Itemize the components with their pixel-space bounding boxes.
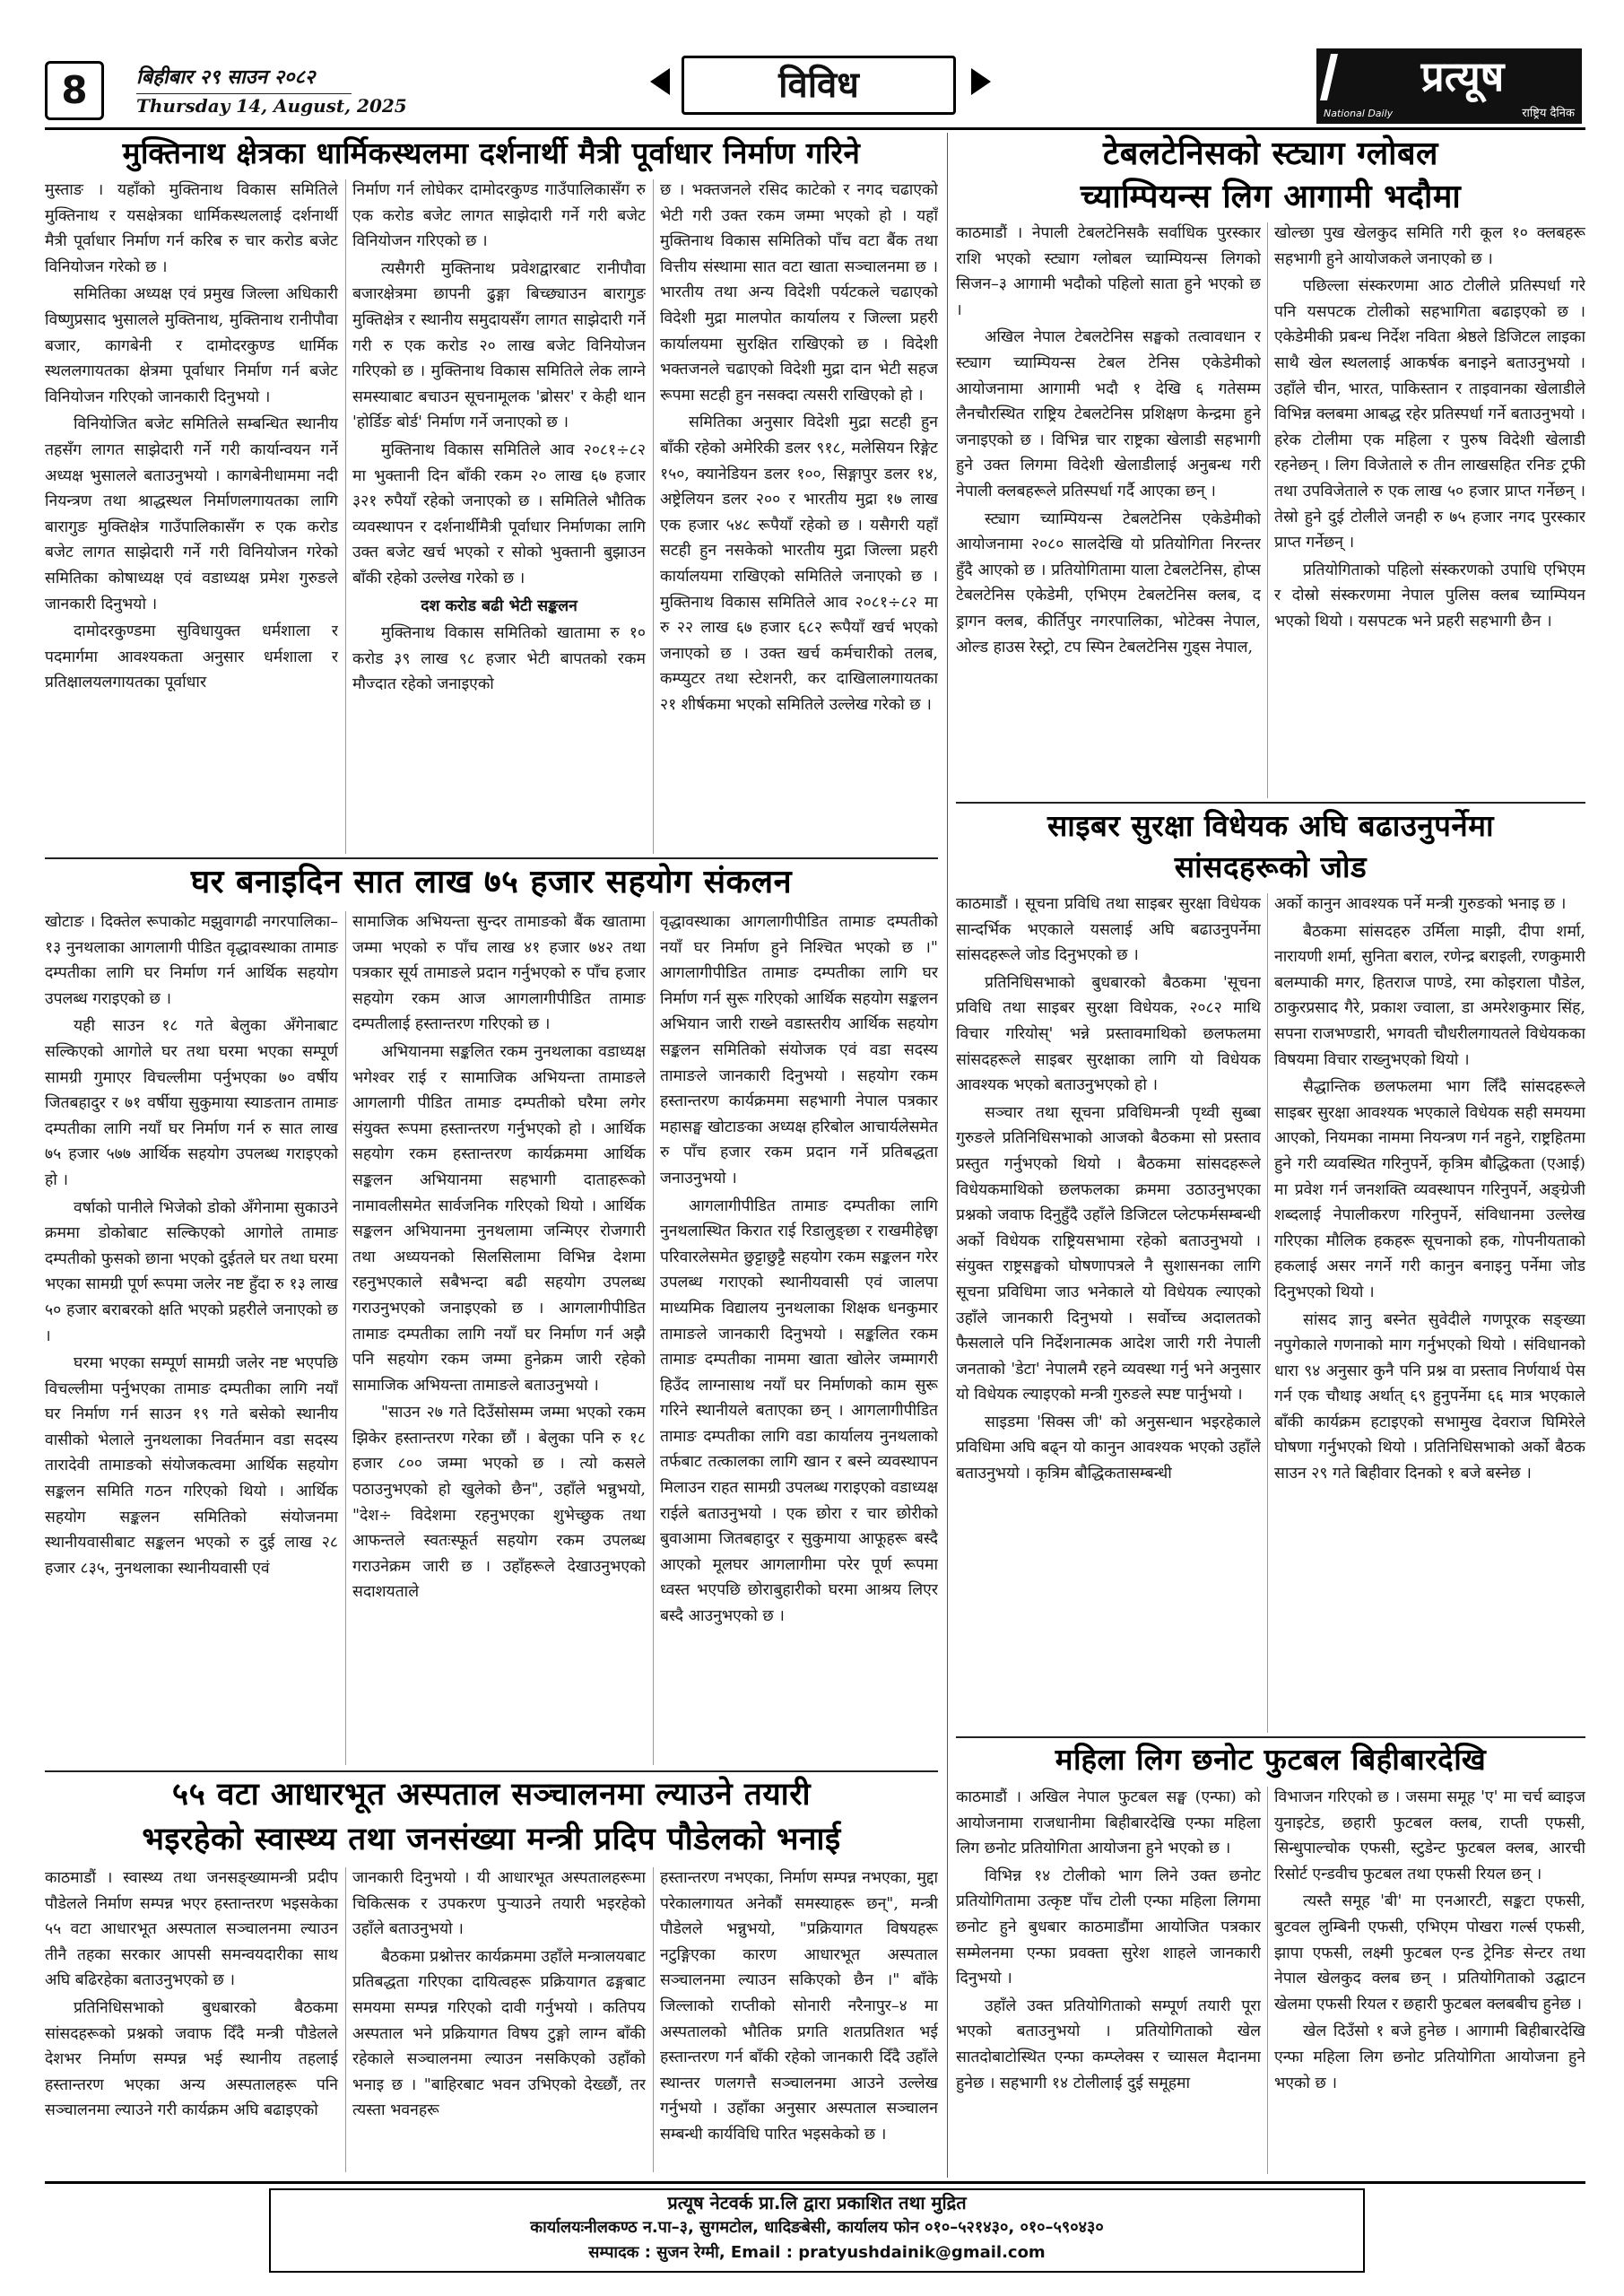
paragraph: स्ट्याग च्याम्पियन्स टेबलटेनिस एकेडेमीको आयोजनामा २०८० सालदेखि यो प्रतियोगिता निरन्तर हुँदै आएको छ । प्रतियोगितामा याला टेबलटेनिस, होप्स टेबलटेनिस एकेडेमी, एभिएम टेबलटेनिस क्लब, द ड्रागन क्लब, कीर्तिपुर नगरपालिका, भोटेक्स नेपाल, ओल्ड हाउस रेस्ट्रो, टप स्पिन टेबलटेनिस गुड्स नेपाल,: [956, 509, 1261, 657]
column-rule: [1267, 1787, 1268, 2174]
paragraph: काठमाडौं । स्वास्थ्य तथा जनसङ्ख्यामन्त्री प्रदीप पौडेलले निर्माण सम्पन्न भएर हस्तान्तरण भइसकेका ५५ वटा आधारभूत अस्पताल सञ्चालनमा ल्याउन तीनै तहका सरकार आपसी समन्वयदारीका साथ अघि बढिरहेका बताउनुभएको छ ।: [45, 1869, 338, 1990]
house-headline: घर बनाइदिन सात लाख ७५ हजार सहयोग संकलन: [190, 864, 793, 900]
column-rule: [345, 911, 346, 1765]
imprint-box: [269, 2188, 1365, 2273]
imprint-publisher: प्रत्यूष नेटवर्क प्रा.लि द्वारा प्रकाशित तथा मुद्रित: [667, 2192, 967, 2213]
paragraph: सैद्धान्तिक छलफलमा भाग लिँदै सांसदहरूले साइबर सुरक्षा आवश्यक भएकाले विधेयक सही समयमा आएको, नियमका नाममा नियन्त्रण गर्न नहुने, राष्ट्रहितमा हुने गरी व्यवस्थित गरिनुपर्ने, कृत्रिम बौद्धिकता (एआई) मा प्रवेश गर्न जनशक्ति व्यवस्थापन गरिनुपर्ने, अङ्ग्रेजी शब्दलाई नेपालीकरण गरिनुपर्ने, संविधानमा उल्लेख गरिएका मौलिक हकहरू सूचनाको हक, गोपनीयताको हकलाई असर नगर्ने गरी कानुन बनाइनु पर्नेमा जोड दिनुभएको थियो ।: [1274, 1078, 1585, 1301]
paragraph: विभाजन गरिएको छ । जसमा समूह 'ए' मा चर्च ब्वाइज युनाइटेड, छहारी फुटबल क्लब, राप्ती एफसी, सिन्धुपाल्चोक एफसी, स्टुडेन्ट फुटबल क्लब, आरची रिसोर्ट एन्डवीच फुटबल तथा एफसी रियल छन् ।: [1274, 1788, 1585, 1883]
hospital-headline-1: ५५ वटा आधारभूत अस्पताल सञ्चालनमा ल्याउने तयारी: [171, 1777, 812, 1813]
paragraph: मुक्तिनाथ विकास समितिले आव २०८१÷८२ मा भुक्तानी दिन बाँकी रकम २० लाख ६७ हजार ३२१ रुपैयाँ रहेको जनाएको छ । समितिले भौतिक व्यवस्थापन र दर्शनार्थीमैत्री पूर्वाधार निर्माणका लागि उक्त बजेट खर्च भएको र सोको भुक्तानी बुझाउन बाँकी रहेको उल्लेख गरेको छ ।: [352, 440, 646, 587]
cyber-col-2: [1274, 891, 1585, 1735]
paragraph: प्रतिनिधिसभाको बुधबारको बैठकमा सांसदहरूको प्रश्नको जवाफ दिँदै मन्त्री पौडेलले देशभर निर्माण सम्पन्न भई स्थानीय तहलाई हस्तान्तरण भएका अन्य अस्पतालहरू पनि सञ्चालनमा ल्याउने गरी कार्यक्रम अघि बढाइएको: [45, 1998, 338, 2120]
muktinath-col-2: [352, 178, 646, 855]
muktinath-col-3: [660, 178, 938, 855]
paragraph: आगलागीपीडित तामाङ दम्पतीका लागि नुनथलास्थित किरात राई रिडालुङ्छा र राखमीहेछ्वा परिवारलेसमेत छुट्टाछुट्टै सहयोग रकम सङ्कलन गरेर उपलब्ध गराएको स्थानीयवासी एवं जालपा माध्यमिक विद्यालय नुनथलाका शिक्षक धनकुमार तामाङले जानकारी दिनुभयो । सङ्कलित रकम तामाङ दम्पतीका नाममा खाता खोलेर जम्मागरी हिउँद लाग्नासाथ नयाँ घर निर्माणको काम सुरू गरिने स्थानीयले बताएका छन् । आगलागीपीडित तामाङ दम्पतीका लागि वडा कार्यालय नुनथलाको तर्फबाट तत्कालका लागि खान र बस्ने व्यवस्थापन मिलाउन राहत सामग्री उपलब्ध गराइएको वडाध्यक्ष राईले बताउनुभयो । एक छोरा र चार छोरीको बुवाआमा जितबहादुर र सुकुमाया आफूहरू बस्दै आएको मूलघर आगलागीमा परेर पूर्ण रूपमा ध्वस्त भएपछि छोराबुहारीको घरमा आश्रय लिएर बस्दै आउनुभएको छ ।: [660, 1196, 938, 1626]
paragraph: अभियानमा सङ्कलित रकम नुनथलाका वडाध्यक्ष भगेश्वर राई र सामाजिक अभियन्ता तामाङले आगलागी पीडित तामाङ दम्पतीको घरैमा लगेर संयुक्त रूपमा हस्तान्तरण गर्नुभएको हो । आर्थिक सहयोग रकम हस्तान्तरण कार्यक्रममा आर्थिक सङ्कलन अभियानमा सहभागी दाताहरूको नामावलीसमेत सार्वजनिक गरिएको थियो । आर्थिक सङ्कलन अभियानमा नुनथलामा जन्मिएर रोजगारी तथा अध्ययनको सिलसिलामा विभिन्न देशमा रहनुभएकाले सबैभन्दा बढी सहयोग उपलब्ध गराउनुभएको जनाइएको छ । आगलागीपीडित तामाङ दम्पतीका लागि नयाँ घर निर्माण गर्न अझै पनि सहयोग रकम जम्मा हुनेक्रम जारी रहेको सामाजिक अभियन्ता तामाङले बताउनुभयो ।: [352, 1042, 646, 1395]
football-col-1: [956, 1785, 1261, 2176]
paragraph: काठमाडौं । सूचना प्रविधि तथा साइबर सुरक्षा विधेयक सान्दर्भिक भएकाले यसलाई अघि बढाउनुपर्नेमा सांसदहरूले जोड दिनुभएको छ ।: [956, 895, 1261, 965]
paragraph: जानकारी दिनुभयो । यी आधारभूत अस्पतालहरूमा चिकित्सक र उपकरण पुऱ्याउने तयारी भइरहेको उहाँले बताउनुभयो ।: [352, 1869, 646, 1939]
paragraph: काठमाडौं । नेपाली टेबलटेनिसकै सर्वाधिक पुरस्कार राशि भएको स्ट्याग ग्लोबल च्याम्पियन्स लिगको सिजन–३ आगामी भदौको पहिलो साता हुने भएको छ ।: [956, 224, 1261, 319]
tabletennis-headline-1: टेबलटेनिसको स्ट्याग ग्लोबल: [1103, 135, 1438, 172]
column-rule: [1267, 222, 1268, 798]
paragraph: छ । भक्तजनले रसिद काटेको र नगद चढाएको भेटी गरी उक्त रकम जम्मा भएको हो । यहाँ मुक्तिनाथ विकास समितिको पाँच वटा बैंक तथा वित्तीय संस्थामा सात वटा खाता सञ्चालनमा छ । भारतीय तथा अन्य विदेशी पर्यटकले चढाएको विदेशी मुद्रा मालपोत कार्यालय र जिल्ला प्रहरी कार्यालयमा सुरक्षित राखिएको छ । विदेशी भक्तजनले चढाएको विदेशी मुद्रा दान भेटी सहज रूपमा सटही हुन नसक्दा त्यसरी राखिएको हो ।: [660, 181, 938, 404]
header-rule-left: [136, 93, 352, 94]
paragraph: समितिका अध्यक्ष एवं प्रमुख जिल्ला अधिकारी विष्णुप्रसाद भुसालले मुक्तिनाथ, मुक्तिनाथ रानीपौवा बजार, कागबेनी र दामोदरकुण्ड धार्मिक स्थललगायतका क्षेत्रमा पूर्वाधार निर्माण गर्न बजेट विनियोजन गरिएको जानकारी दिनुभयो ।: [45, 285, 338, 406]
paragraph: सामाजिक अभियन्ता सुन्दर तामाङको बैंक खातामा जम्मा भएको रु पाँच लाख ४१ हजार ७४२ तथा पत्रकार सूर्य तामाङले प्रदान गर्नुभएको रु पाँच हजार सहयोग रकम आज आगलागीपीडित तामाङ दम्पतीलाई हस्तान्तरण गरिएको छ ।: [352, 913, 646, 1034]
hospital-col-1: [45, 1866, 338, 2174]
paragraph: खेल दिउँसो १ बजे हुनेछ । आगामी बिहीबारदेखि एन्फा महिला लिग छनोट प्रतियोगिता आयोजना हुने भएको छ ।: [1274, 2022, 1585, 2092]
paragraph: वृद्धावस्थाका आगलागीपीडित तामाङ दम्पतीको नयाँ घर निर्माण हुने निश्चित भएको छ ।" आगलागीपीडित तामाङ दम्पतीका लागि घर निर्माण गर्न सुरू गरिएको आर्थिक सहयोग सङ्कलन अभियान जारी राख्ने वडास्तरीय आर्थिक सहयोग सङ्कलन समितिको संयोजक एवं वडा सदस्य तामाङले जानकारी दिनुभयो । सहयोग रकम हस्तान्तरण कार्यक्रममा सहभागी नेपाल पत्रकार महासङ्घ खोटाङका अध्यक्ष हरिबोल आचार्यलेसमेत रु पाँच हजार रकम प्रदान गर्ने प्रतिबद्धता जनाउनुभयो ।: [660, 913, 938, 1187]
paragraph: खोटाङ । दिक्तेल रूपाकोट मझुवागढी नगरपालिका–१३ नुनथलाका आगलागी पीडित वृद्धावस्थाका तामाङ दम्पतीका लागि घर निर्माण गर्न आर्थिक सहयोग उपलब्ध गराइएको छ ।: [45, 913, 338, 1008]
paragraph: काठमाडौं । अखिल नेपाल फुटबल सङ्घ (एन्फा) को आयोजनामा राजधानीमा बिहीबारदेखि एन्फा महिला लिग छनोट प्रतियोगिता आयोजना हुने भएको छ ।: [956, 1788, 1261, 1858]
issue-date: [136, 63, 407, 120]
column-rule: [653, 911, 654, 1765]
section-arrow-left-icon: [650, 68, 670, 95]
column-rule: [345, 1867, 346, 2172]
paragraph: विभिन्न १४ टोलीको भाग लिने उक्त छनोट प्रतियोगितामा उत्कृष्ट पाँच टोली एन्फा महिला लिगमा छनोट हुने बुधबार काठमाडौंमा आयोजित पत्रकार सम्मेलनमा एन्फा प्रवक्ता सुरेश शाहले जानकारी दिनुभयो ।: [956, 1866, 1261, 1988]
paragraph: प्रतियोगिताको पहिलो संस्करणको उपाधि एभिएम र दोस्रो संस्करणमा नेपाल पुलिस क्लब च्याम्पियन भएको थियो । यसपटक भने प्रहरी सहभागी छैन ।: [1274, 561, 1585, 631]
paragraph: त्यसैगरी मुक्तिनाथ प्रवेशद्वारबाट रानीपौवा बजारक्षेत्रमा छापनी ढुङ्गा बिच्छ्याउन बारागुङ मुक्तिक्षेत्र र स्थानीय समुदायसँग लागत साझेदारी गर्ने गरी रु एक करोड २० लाख बजेट विनियोजन गरिएको छ । मुक्तिनाथ विकास समितिले लेक लाग्ने समस्याबाट बचाउन सूचनामूलक 'ब्रोसर' र केही थान 'होर्डिङ बोर्ड' निर्माण गर्ने जनाएको छ ।: [352, 259, 646, 432]
section-arrow-right-icon: [971, 68, 991, 95]
paragraph: दामोदरकुण्डमा सुविधायुक्त धर्मशाला र पदमार्गमा आवश्यकता अनुसार धर्मशाला र प्रतिक्षालयलगायतका पूर्वाधार: [45, 622, 338, 692]
tabletennis-col-1: [956, 221, 1261, 800]
paragraph: विनियोजित बजेट समितिले सम्बन्धित स्थानीय तहसँग लागत साझेदारी गर्ने गरी कार्यान्वयन गर्ने अध्यक्ष भुसालले बताउनुभयो । कागबेनीधाममा नदी नियन्त्रण तथा श्राद्धस्थल निर्माणलगायतका लागि बारागुङ मुक्तिक्षेत्र गाउँपालिकासँग रु एक करोड बजेट लागत साझेदारी गर्ने गरी विनियोजन गरेको समितिका कोषाध्यक्ष एवं वडाध्यक्ष प्रमेश गुरुङले जानकारी दिनुभयो ।: [45, 415, 338, 613]
header-divider: [45, 127, 1585, 130]
football-headline: महिला लिग छनोट फुटबल बिहीबारदेखि: [1055, 1742, 1487, 1777]
paragraph: बैठकमा प्रश्नोत्तर कार्यक्रममा उहाँले मन्त्रालयबाट प्रतिबद्धता गरिएका दायित्वहरू प्रक्रियागत ढङ्गबाट समयमा सम्पन्न गरिएको दावी गर्नुभयो । कतिपय अस्पताल भने प्रक्रियागत विषय टुङ्गो लाग्न बाँकी रहेकाले सञ्चालनमा ल्याउन नसकिएको उहाँको भनाइ छ । "बाहिरबाट भवन उभिएको देख्छौं, तर त्यस्ता भवनहरू: [352, 1947, 646, 2120]
hospital-headline-2: भइरहेको स्वास्थ्य तथा जनसंख्या मन्त्री प्रदिप पौडेलको भनाई: [142, 1822, 841, 1857]
paragraph: मुस्ताङ । यहाँको मुक्तिनाथ विकास समितिले मुक्तिनाथ र यसक्षेत्रका धार्मिकस्थललाई दर्शनार्थी मैत्री पूर्वाधार निर्माण गर्न करिब रु चार करोड बजेट विनियोजन गरेको छ ।: [45, 181, 338, 276]
paragraph: हस्तान्तरण नभएका, निर्माण सम्पन्न नभएका, मुद्दा परेकालगायत अनेकौं समस्याहरू छन्", मन्त्री पौडेलले भन्नुभयो, "प्रक्रियागत विषयहरू नटुङ्गिएका कारण आधारभूत अस्पताल सञ्चालनमा ल्याउन सकिएको छैन ।" बाँके जिल्लाको राप्तीको सोनारी नरैनापुर–४ मा अस्पतालको भौतिक प्रगति शतप्रतिशत भई हस्तान्तरण गर्न बाँकी रहेको जानकारी दिँदै उहाँले स्थान्तर णलगत्तै सञ्चालनमा आउने उल्लेख गर्नुभयो । उहाँका अनुसार अस्पताल सञ्चालन सम्बन्धी कार्यविधि पारित भइसकेको छ ।: [660, 1869, 938, 2144]
tabletennis-headline-2: च्याम्पियन्स लिग आगामी भदौमा: [1080, 178, 1462, 215]
muktinath-headline: मुक्तिनाथ क्षेत्रका धार्मिकस्थलमा दर्शनार्थी मैत्री पूर्वाधार निर्माण गरिने: [122, 135, 861, 170]
hospital-col-2: [352, 1866, 646, 2174]
paragraph: त्यस्तै समूह 'बी' मा एनआरटी, सङ्कटा एफसी, बुटवल लुम्बिनी एफसी, एभिएम पोखरा गर्ल्स एफसी, झापा एफसी, लक्ष्मी फुटबल एन्ड ट्रेनिङ सेन्टर तथा नेपाल खेलकुद क्लब छन् । प्रतियोगिताको उद्घाटन खेलमा एफसी रियल र छहारी फुटबल क्लबबीच हुनेछ ।: [1274, 1892, 1585, 2013]
paragraph: वर्षाको पानीले भिजेको डोको अँगेनामा सुकाउने क्रममा डोकोबाट सल्किएको आगोले तामाङ दम्पतीको फुसको छाना भएको दुईतले घर तथा घरमा भएका सामग्री पूर्ण रूपमा जलेर नष्ट हुँदा रु १३ लाख ५० हजार बराबरको क्षति भएको प्रहरीले जनाएको छ ।: [45, 1198, 338, 1345]
date-english: Thursday 14, August, 2025: [136, 95, 407, 117]
article-divider: [956, 802, 1585, 804]
cyber-headline-2: सांसदहरूको जोड: [1174, 849, 1368, 884]
column-rule: [653, 179, 654, 854]
muktinath-col-1: [45, 178, 338, 855]
footer-rule: [45, 2181, 1585, 2184]
date-nepali: बिहीबार २९ साउन २०८२: [136, 65, 316, 89]
page-number: 8: [45, 61, 104, 120]
paragraph: "साउन २७ गते दिउँसोसम्म जम्मा भएको रकम झिकेर हस्तान्तरण गरेका छौं । बेलुका पनि रु १८ हजार ८०० जम्मा भएको छ । त्यो कसले पठाउनुभएको हो खुलेको छैन", उहाँले भन्नुभयो, "देश÷ विदेशमा रहनुभएका शुभेच्छुक तथा आफन्तले स्वतःस्फूर्त सहयोग रकम उपलब्ध गराउनेक्रम जारी छ । उहाँहरूले देखाउनुभएको सदाशयताले: [352, 1404, 646, 1602]
paragraph: उहाँले उक्त प्रतियोगिताको सम्पूर्ण तयारी पूरा भएको बताउनुभयो । प्रतियोगिताको खेल सातदोबाटोस्थित एन्फा कम्प्लेक्स र च्यासल मैदानमा हुनेछ । सहभागी १४ टोलीलाई दुई समूहमा: [956, 1996, 1261, 2092]
house-col-2: [352, 909, 646, 1767]
paragraph: प्रतिनिधिसभाको बुधबारको बैठकमा 'सूचना प्रविधि तथा साइबर सुरक्षा विधेयक, २०८२ माथि विचार गरियोस्' भन्ने प्रस्तावमाथिको छलफलमा सांसदहरूले साइबर सुरक्षाका लागि यो विधेयक आवश्यक भएको बताउनुभएको हो ।: [956, 973, 1261, 1095]
hospital-col-3: [660, 1866, 938, 2174]
column-rule: [1267, 893, 1268, 1733]
paragraph: पछिल्ला संस्करणमा आठ टोलीले प्रतिस्पर्धा गरे पनि यसपटक टोलीको सहभागिता बढाइएको छ । एकेडेमीकी प्रबन्ध निर्देश नविता श्रेष्ठले डिजिटल लाइका साथै खेल स्थललाई आकर्षक बनाइने बताउनुभयो । उहाँले चीन, भारत, पाकिस्तान र ताइवानका खेलाडीले विभिन्न क्लबमा आबद्ध रहेर प्रतिस्पर्धा गर्ने बताउनुभयो । हरेक टोलीमा एक महिला र पुरुष विदेशी खेलाडी रहनेछन् । लिग विजेताले रु तीन लाखसहित रनिङ ट्रफी तथा उपविजेताले रु एक लाख ५० हजार प्राप्त गर्नेछन् । तेस्रो हुने दुई टोलीले जनही रु ७५ हजार नगद पुरस्कार प्राप्त गर्नेछन् ।: [1274, 277, 1585, 552]
column-rule: [345, 179, 346, 854]
cyber-col-1: [956, 891, 1261, 1735]
house-col-3: [660, 909, 938, 1767]
paragraph: समितिका अनुसार विदेशी मुद्रा सटही हुन बाँकी रहेको अमेरिकी डलर ९१८, मलेसियन रिङ्गेट १५०, क्यानेडियन डलर १००, सिङ्गापुर डलर १४, अष्ट्रेलियन डलर २०० र भारतीय मुद्रा १७ लाख एक हजार ५४८ रूपैयाँ रहेको छ । यसैगरी यहाँ सटही हुन नसकेको भारतीय मुद्रा जिल्ला प्रहरी कार्यालयमा राखिएको समितिले जनाएको छ । मुक्तिनाथ विकास समितिले आव २०८१÷८२ मा रु २२ लाख ६७ हजार ६८२ रूपैयाँ खर्च भएको जनाएको छ । उक्त खर्च कर्मचारीको तलब, कम्प्युटर तथा स्टेशनरी, कर दाखिलालगायतका २१ शीर्षकमा भएको समितिले उल्लेख गरेको छ ।: [660, 413, 938, 714]
imprint-editor: सम्पादक : सुजन रेग्मी, Email : pratyushdainik@gmail.com: [588, 2243, 1046, 2262]
tabletennis-col-2: [1274, 221, 1585, 800]
cyber-headline-1: साइबर सुरक्षा विधेयक अघि बढाउनुपर्नेमा: [1046, 808, 1494, 843]
masthead-sub-left: National Daily: [1324, 108, 1394, 119]
paragraph: यही साउन १८ गते बेलुका अँगेनाबाट सल्किएको आगोले घर तथा घरमा भएका सम्पूर्ण सामग्री गुमाएर विचल्लीमा पर्नुभएका ७० वर्षीय जितबहादुर र ७१ वर्षीया सुकुमाया स्याङतान तामाङ दम्पतीका लागि नयाँ घर निर्माण गर्न रु सात लाख ७५ हजार ५७७ आर्थिक सहयोग उपलब्ध गराइएको हो ।: [45, 1017, 338, 1189]
paragraph: सञ्चार तथा सूचना प्रविधिमन्त्री पृथ्वी सुब्बा गुरुङले प्रतिनिधिसभाको आजको बैठकमा सो प्रस्ताव प्रस्तुत गर्नुभएको थियो । बैठकमा सांसदहरूले विधेयकमाथिको छलफलका क्रममा उठाउनुभएका प्रश्नको जवाफ दिनुहुँदै उहाँले डिजिटल प्लेटफर्मसम्बन्धी अर्को विधेयक राष्ट्रियसभामा रहेको बताउनुभयो । संयुक्त राष्ट्रसङ्घको घोषणापत्रले नै सुशासनका लागि सूचना प्रविधिमा जाउ भनेकाले यो विधेयक ल्याएको उहाँले जानकारी दिनुभयो । सर्वोच्च अदालतको फैसलाले पनि निर्देशनात्मक आदेश जारी गरी नेपाली जनताको 'डेटा' नेपालमै रहने व्यवस्था गर्नु भने अनुसार यो विधेयक ल्याइएको मन्त्री गुरुङले स्पष्ट पार्नुभयो ।: [956, 1103, 1261, 1405]
section-rule-vertical: [947, 133, 948, 2178]
column-rule: [653, 1867, 654, 2172]
masthead-sub-right: राष्ट्रिय दैनिक: [1522, 107, 1575, 120]
paragraph: खोल्छा पुख खेलकुद समिति गरी कूल १० क्लबहरू सहभागी हुने आयोजकले जनाएको छ ।: [1274, 224, 1585, 268]
subheading: दश करोड बढी भेटी सङ्कलन: [421, 596, 578, 615]
paragraph: साइडमा 'सिक्स जी' को अनुसन्धान भइरहेकाले प्रविधिमा अघि बढ्न यो कानुन आवश्यक भएको उहाँले बताउनुभयो । कृत्रिम बौद्धिकतासम्बन्धी: [956, 1413, 1261, 1483]
paragraph: अर्को कानुन आवश्यक पर्ने मन्त्री गुरुङको भनाइ छ ।: [1274, 895, 1567, 913]
paragraph: मुक्तिनाथ विकास समितिको खातामा रु १० करोड ३९ लाख ९८ हजार भेटी बापतको रकम मौज्दात रहेको जनाइएको: [352, 624, 646, 694]
paragraph: अखिल नेपाल टेबलटेनिस सङ्घको तत्वावधान र स्ट्याग च्याम्पियन्स टेबल टेनिस एकेडेमीको आयोजनामा आगामी भदौ १ देखि ६ गतेसम्म लैनचौरस्थित राष्ट्रिय टेबलटेनिस प्रशिक्षण केन्द्रमा हुने जनाइएको छ । विभिन्न चार राष्ट्रका खेलाडी सहभागी हुने उक्त लिगमा विदेशी खेलाडीलाई अनुबन्ध गरी नेपाली क्लबहरूले प्रतिस्पर्धा गर्दै आएका छन् ।: [956, 328, 1261, 500]
paragraph: सांसद ज्ञानु बस्नेत सुवेदीले गणपूरक सङ्ख्या नपुगेकाले गणनाको माग गर्नुभएको थियो । संविधानको धारा ९४ अनुसार कुनै पनि प्रश्न वा प्रस्ताव निर्णयार्थ पेस गर्न एक चौथाइ अर्थात् ६९ हुनुपर्नेमा ६६ मात्र भएकाले बाँकी कार्यक्रम हटाइएको सभामुख देवराज घिमिरेले घोषणा गर्नुभएको थियो । प्रतिनिधिसभाको अर्को बैठक साउन २९ गते बिहीवार दिनको १ बजे बस्नेछ ।: [1274, 1310, 1585, 1483]
section-title: विविध: [682, 56, 956, 115]
paragraph: घरमा भएका सम्पूर्ण सामग्री जलेर नष्ट भएपछि विचल्लीमा पर्नुभएका तामाङ दम्पतीका लागि नयाँ घर निर्माण गर्न साउन १९ गते बसेको स्थानीय वासीको भेलाले नुनथलाका निवर्तमान वडा सदस्य तारादेवी तामाङको संयोजकत्वमा आर्थिक सहयोग सङ्कलन समिति गठन गरिएको थियो । आर्थिक सहयोग सङ्कलन समितिको संयोजनमा स्थानीयवासीबाट सङ्कलन भएको रु दुई लाख २८ हजार ८३५, नुनथलाका स्थानीयवासी एवं: [45, 1354, 338, 1578]
house-col-1: [45, 909, 338, 1767]
masthead-title: प्रत्यूष: [1420, 52, 1505, 100]
imprint-address: कार्यालयःनीलकण्ठ न.पा–३, सुगमटोल, धादिङबेसी, कार्यालय फोन ०१०–५२१४३०, ०१०–५९०४३०: [530, 2218, 1104, 2237]
masthead-logo: [1315, 47, 1584, 126]
paragraph: निर्माण गर्न लोघेकर दामोदरकुण्ड गाउँपालिकासँग रु एक करोड बजेट लागत साझेदारी गर्ने गरी बजेट विनियोजन गरिएको छ ।: [352, 181, 646, 251]
football-col-2: [1274, 1785, 1585, 2176]
paragraph: बैठकमा सांसदहरु उर्मिला माझी, दीपा शर्मा, नारायणी शर्मा, सुनिता बराल, रणेन्द्र बराइली, रणकुमारी बलम्पाकी मगर, हितराज पाण्डे, रमा कोइराला पौडेल, ठाकुरप्रसाद गैरे, प्रकाश ज्वाला, डा अमरेशकुमार सिंह, सपना राजभण्डारी, भगवती चौधरीलगायतले विधेयकका विषयमा विचार राख्नुभएको थियो ।: [1274, 922, 1585, 1069]
